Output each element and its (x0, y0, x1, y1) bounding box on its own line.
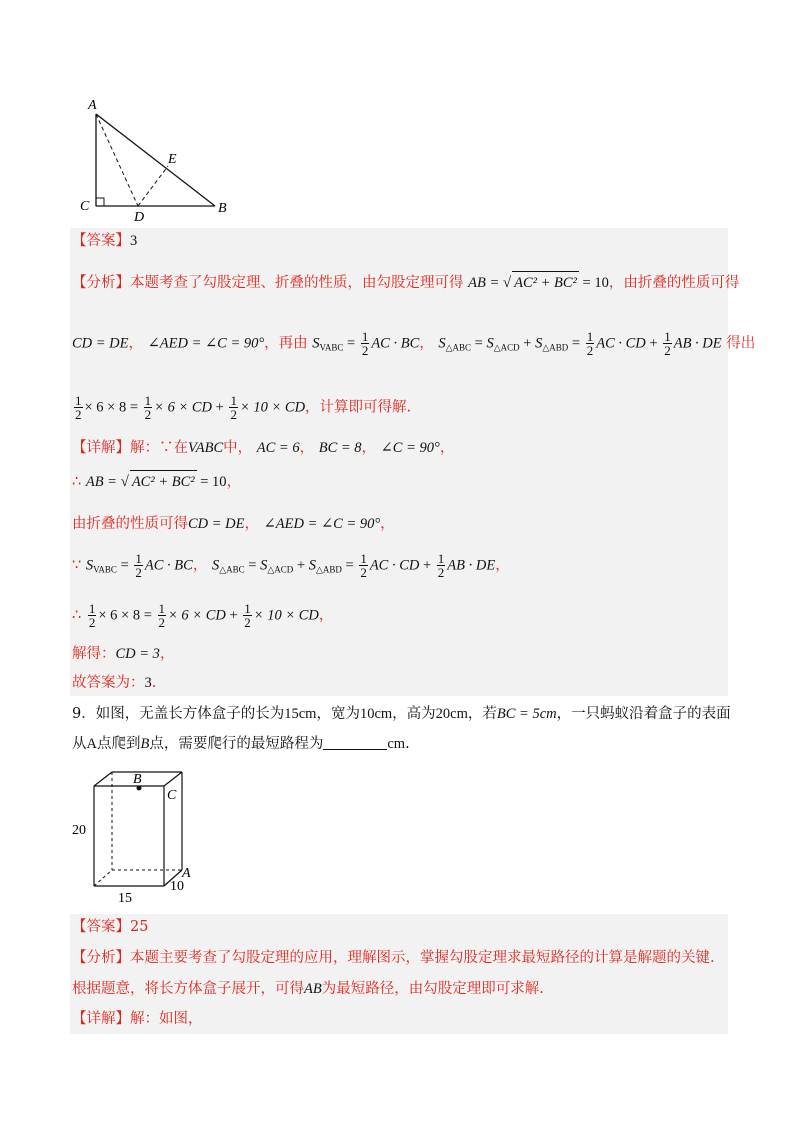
q9-unit: cm (387, 736, 406, 752)
q8-detail-line-3: 由折叠的性质可得CD = DE， ∠AED = ∠C = 90°， (72, 516, 395, 532)
math-s: S (211, 557, 220, 574)
question-text: ，一只蚂蚁沿着盒子的表面 (556, 706, 731, 722)
q8-answer-line (72, 230, 137, 252)
math-aed: ∠AED = ∠C = 90° (147, 335, 265, 352)
detail-text: 由折叠的性质可得 (72, 516, 188, 532)
math-term: × 6 × 8 (98, 607, 141, 624)
fraction-half: $\frac{1}{2}$ (664, 329, 671, 358)
q8-final-line: 故答案为：3. (72, 675, 157, 691)
answer-value: 3 (130, 233, 138, 249)
q9-answer-line (72, 916, 148, 938)
q8-detail-line-1: 【详解】解：∵在VABC中， AC = 6， BC = 8， ∠C = 90°， (72, 440, 455, 456)
edge-ab (96, 114, 215, 206)
fraction-half: $\frac{1}{2}$ (135, 551, 142, 580)
fraction-half: $\frac{1}{2}$ (144, 393, 152, 422)
math-eq: = (568, 335, 584, 352)
q9-line-1 (72, 703, 731, 725)
math-ac-cd: AC · CD (369, 557, 420, 574)
math-ac-bc: AC · BC (371, 335, 420, 352)
math-ab: AB = (85, 474, 121, 490)
math-plus: + (293, 557, 309, 574)
fold-de (138, 166, 168, 206)
label-a: A (88, 98, 97, 113)
fraction-half: $\frac{1}{2}$ (230, 393, 237, 422)
fraction-half: $\frac{1}{2}$ (75, 393, 82, 422)
q9-line-2 (72, 733, 410, 755)
label-a: A (182, 866, 191, 881)
analysis-text: 为最短路径，由勾股定理即可求解. (321, 981, 544, 997)
fraction-half: $\frac{1}{2}$ (437, 551, 445, 580)
final-value: 3 (144, 675, 152, 691)
math-cd-de: CD = DE (188, 516, 245, 532)
fold-ad (96, 114, 138, 206)
question-text: 点，需要爬行的最短路程为 (149, 736, 324, 752)
fraction-half: $\frac{1}{2}$ (586, 329, 594, 358)
math-s: S (535, 335, 543, 352)
label-b: B (133, 772, 142, 787)
math-cd-de: CD = DE (72, 335, 129, 352)
q9-width: 10cm (359, 706, 393, 722)
math-vabc: VABC (188, 440, 224, 456)
label-b: B (218, 201, 227, 216)
question-text: 如图，无盖长方体盒子的长为 (95, 706, 285, 722)
math-sub: △ABC (445, 342, 472, 353)
analysis-tag: 【分析】 (72, 950, 130, 966)
math-s: S (438, 335, 446, 352)
analysis-text: 得出 (726, 335, 756, 352)
q9-height: 20cm (435, 706, 468, 722)
box-figure (70, 764, 210, 904)
q9-point-a: A (86, 736, 97, 752)
height-label: 20 (72, 823, 86, 838)
math-sub: △ACD (267, 564, 294, 575)
analysis-text: 本题考查了勾股定理、折叠的性质，由勾股定理可得 (130, 275, 464, 291)
math-eq: = (140, 607, 156, 624)
fraction-half: $\frac{1}{2}$ (360, 551, 367, 580)
math-term: × 10 × CD (239, 399, 306, 416)
q9-analysis-line-2 (72, 978, 544, 1000)
q8-analysis-line-3 (72, 394, 411, 421)
answer-tag: 【答案】 (72, 233, 130, 249)
math-aed: ∠AED = ∠C = 90° (263, 516, 381, 532)
question-text: 从 (72, 736, 87, 752)
question-text: ，高为 (392, 706, 436, 722)
analysis-text: ，由折叠的性质可得 (608, 275, 740, 291)
period: . (405, 736, 410, 752)
math-bc8: BC = 8 (318, 440, 362, 456)
q9-analysis-line-1 (72, 947, 715, 969)
math-term: × 6 × CD (154, 399, 213, 416)
math-sub: △ABD (542, 342, 569, 353)
label-c: C (167, 788, 177, 803)
math-sub: VABC (93, 564, 117, 575)
math-ac-cd: AC · CD (596, 335, 646, 352)
q8-detail-line-4: ∵ $S_{VABC}$ = $\frac{1}{2}$ AC · BC， $S_{\triangle ABC} = S_{\triangle ACD} + S_{\triangle ABD}$ = $\frac{1}{2}$ AC · CD + $\frac{1}{2}$ AB · DE， (72, 551, 510, 580)
triangle-figure (72, 92, 242, 222)
question-text: ，宽为 (316, 706, 360, 722)
solve-label: 解得： (72, 646, 116, 662)
question-text: 点爬到 (96, 736, 141, 752)
math-eq: = (471, 335, 487, 352)
math-eq: = (126, 399, 142, 416)
math-ac-bc: AC · BC (144, 557, 193, 574)
math-term: × 6 × CD (168, 607, 226, 624)
detail-text: 解：∵在 (130, 440, 188, 456)
q8-analysis-line-1: 【分析】本题考查了勾股定理、折叠的性质，由勾股定理可得 AB = √ AC² + BC² = 10，由折叠的性质可得 (72, 271, 739, 294)
right-angle-mark (96, 198, 104, 206)
math-eq: = (341, 557, 358, 574)
fraction-half: $\frac{1}{2}$ (88, 601, 96, 630)
math-sub: VABC (319, 342, 344, 353)
q9-bc: BC = 5cm (496, 706, 557, 722)
answer-value: 25 (130, 919, 149, 935)
math-s: S (85, 557, 94, 574)
math-sub: △ABC (219, 564, 245, 575)
analysis-text: ，计算即可得解. (305, 399, 412, 416)
length-label: 15 (118, 891, 132, 904)
analysis-tag: 【分析】 (72, 275, 130, 291)
question-number: 9． (72, 706, 96, 722)
math-ab-de: AB · DE (673, 335, 722, 352)
answer-blank[interactable] (323, 735, 387, 750)
math-sub: △ABD (315, 564, 342, 575)
q9-length: 15cm (284, 706, 317, 722)
math-s: S (312, 335, 320, 352)
label-e: E (168, 152, 177, 167)
math-ab: AB (304, 981, 322, 997)
math-plus: + (645, 335, 662, 352)
math-eq: = (244, 557, 261, 574)
label-d: D (134, 210, 145, 222)
question-text: ，若 (467, 706, 497, 722)
math-c90: ∠C = 90° (380, 440, 440, 456)
q9-point-b: B (140, 736, 150, 752)
math-plus: + (225, 607, 242, 624)
math-ab: AB = (468, 275, 503, 291)
q8-detail-line-5: ∴ $\frac{1}{2}$ × 6 × 8 = $\frac{1}{2}$ × 6 × CD + $\frac{1}{2}$ × 10 × CD， (72, 601, 334, 630)
detail-text: 解：如图， (130, 1011, 203, 1027)
width-label: 10 (170, 879, 184, 894)
label-c: C (80, 199, 90, 214)
analysis-text: 根据题意，将长方体盒子展开，可得 (72, 981, 304, 997)
math-s: S (486, 335, 494, 352)
fraction-half: $\frac{1}{2}$ (244, 601, 251, 630)
math-ac6: AC = 6 (256, 440, 300, 456)
detail-tag: 【详解】 (72, 1011, 130, 1027)
math-eq10: = 10 (196, 474, 227, 490)
math-term: × 6 × 8 (84, 399, 127, 416)
q8-solve-line: 解得：CD = 3， (72, 646, 175, 662)
math-eq10: = 10 (578, 275, 609, 291)
analysis-text: 再由 (278, 335, 308, 352)
q8-analysis-line-2: CD = DE， ∠AED = ∠C = 90°，再由 $S_{VABC}$ = $\frac{1}{2}$ AC · BC， $S_{\triangle ABC} = S_{\triangle ACD} + S_{\triangle ABD}$ = $\frac{1}{2}$ AC · CD + $\frac{1}{2}$ AB · DE 得出 (72, 329, 756, 358)
math-eq: = (116, 557, 133, 574)
q9-detail-line (72, 1008, 203, 1030)
fraction-half: $\frac{1}{2}$ (361, 329, 369, 358)
math-s: S (308, 557, 316, 574)
math-plus: + (212, 399, 228, 416)
detail-text: 中， (223, 440, 253, 456)
math-plus: + (419, 557, 435, 574)
q8-detail-line-2: ∴ AB = √ AC² + BC² = 10， (72, 470, 241, 493)
final-label: 故答案为： (72, 675, 145, 691)
analysis-text: 本题主要考查了勾股定理的应用，理解图示，掌握勾股定理求最短路径的计算是解题的关键. (130, 950, 715, 966)
detail-tag: 【详解】 (72, 440, 130, 456)
math-sqrt: AC² + BC² (512, 271, 579, 294)
math-cd3: CD = 3 (115, 646, 160, 662)
answer-tag: 【答案】 (72, 919, 130, 935)
fraction-half: $\frac{1}{2}$ (158, 601, 166, 630)
math-ab-de: AB · DE (447, 557, 496, 574)
math-eq: = (343, 335, 359, 352)
math-sqrt: AC² + BC² (130, 470, 197, 493)
math-s: S (260, 557, 268, 574)
math-plus: + (519, 335, 536, 352)
math-term: × 10 × CD (253, 607, 319, 624)
math-sub: △ACD (493, 342, 520, 353)
